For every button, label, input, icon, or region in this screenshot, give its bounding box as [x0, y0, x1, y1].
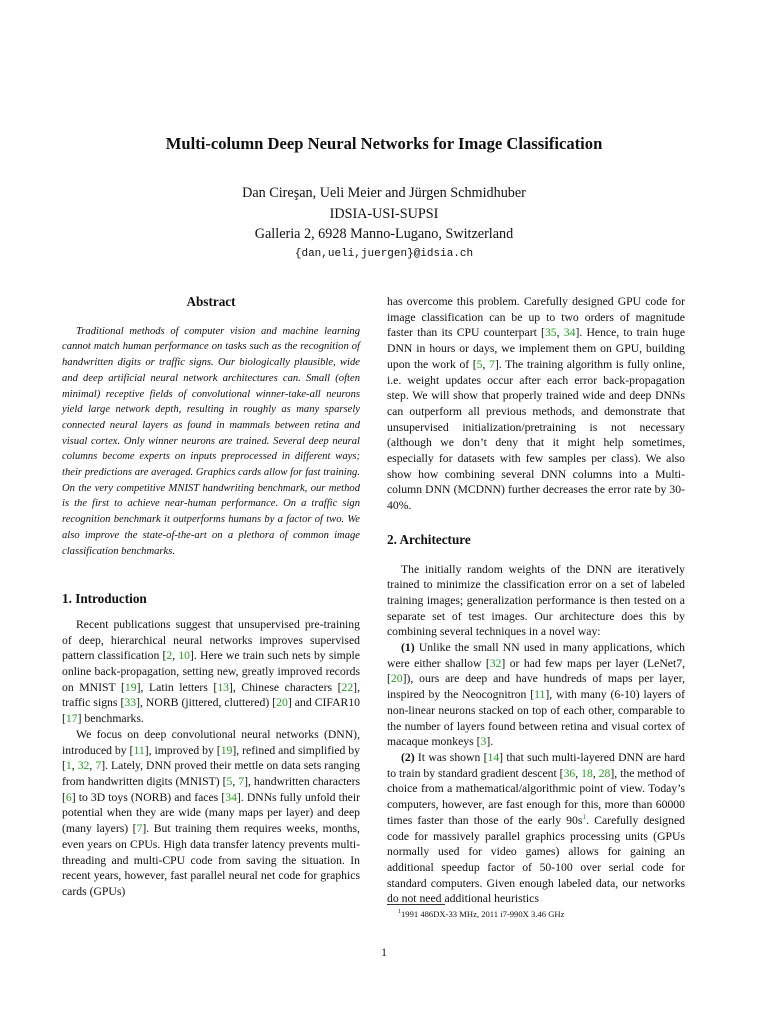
citation-link[interactable]: 36	[563, 766, 576, 780]
author-block	[0, 183, 768, 263]
citation-link[interactable]: 18	[581, 766, 593, 780]
introduction-heading: 1. Introduction	[62, 591, 147, 607]
author-email: {dan,ueli,juergen}@idsia.ch	[294, 247, 474, 260]
left-column	[62, 288, 360, 900]
right-column	[387, 294, 685, 907]
item-label: (1)	[401, 641, 415, 655]
citation-link[interactable]: 7	[95, 759, 102, 773]
citation-link[interactable]: 20	[276, 696, 288, 710]
author-address: Galleria 2, 6928 Manno-Lugano, Switzerland	[254, 226, 514, 242]
citation-link[interactable]: 1	[65, 759, 72, 773]
citation-link[interactable]: 3	[480, 735, 487, 749]
citation-link[interactable]: 32	[489, 656, 502, 670]
abstract-text: Traditional methods of computer vision and machine learning cannot match human performance on tasks such as the recognition of handwritten digits or traffic signs. Our biologically plausible, wide and deep artificial neural network architectures can. Small (often minimal) receptive fields of convolutional winner-take-all neurons yield large network depth, resulting in roughly as many sparsely connected neural layers as found in mammals between retina and visual cortex. Only winner neurons are trained. Several deep neural columns become experts on inputs preprocessed in different ways; their predictions are averaged. Graphics cards allow for fast training. On the very competitive MNIST handwriting benchmark, our method is the first to achieve near-human performance. On a traffic sign recognition benchmark it outperforms humans by a factor of two. We also improve the state-of-the-art on a plethora of common image classification benchmarks.	[62, 325, 360, 557]
citation-link[interactable]: 11	[133, 743, 145, 757]
architecture-paragraph-1: The initially random weights of the DNN are iteratively trained to minimize the classification error on a set of labeled training images; generalization performance is then tested on a separate set of test images. Our architecture does this by combining several techniques in a novel way:	[387, 562, 685, 639]
citation-link[interactable]: 10	[178, 649, 191, 663]
architecture-paragraph-3: (2) It was shown [14] that such multi-layered DNN are hard to train by standard gradient descent [36, 18, 28], the method of choice from a mathematical/algorithmic point of view. Today’s computers, however, are fast enough for this, more than 60000 times faster than those of the early 90s$^1$. Carefully designed code for massively parallel graphics processing units (GPUs normally used for video games) allows for gaining an additional speedup factor of 50-100 over serial code for standard computers. Given enough labeled data, our networks do not need additional heuristics	[387, 750, 686, 906]
citation-link[interactable]: 11	[534, 688, 546, 702]
citation-link[interactable]: 22	[341, 680, 354, 694]
citation-link[interactable]: 33	[124, 696, 137, 710]
author-names: Dan Cireşan, Ueli Meier and Jürgen Schmidhuber	[242, 185, 526, 201]
citation-link[interactable]: 5	[476, 357, 483, 371]
architecture-heading: 2. Architecture	[387, 531, 471, 547]
citation-link[interactable]: 20	[390, 672, 403, 686]
citation-link[interactable]: 6	[65, 790, 72, 804]
footnote-text: 1991 486DX-33 MHz, 2011 i7-990X 3.46 GHz	[401, 909, 565, 919]
page-number: 1	[381, 946, 387, 959]
citation-link[interactable]: 7	[136, 822, 143, 836]
citation-link[interactable]: 5	[226, 774, 233, 788]
intro-paragraph-3: has overcome this problem. Carefully designed GPU code for image classification can be up to two orders of magnitude faster than its CPU counterpart [35, 34]. Hence, to train huge DNN in hours or days, we implement them on GPU, building upon the work of [5, 7]. The training algorithm is fully online, i.e. weight updates occur after each error back-propagation step. We will show that properly trained wide and deep DNNs can outperform all previous methods, and demonstrate that unsupervised initialization/pretraining is not necessary (although we don’t deny that it might help sometimes, especially for datasets with few samples per class). We also show how combining several DNN columns into a Multi-column DNN (MCDNN) further decreases the error rate by 30-40%.	[387, 295, 686, 513]
intro-paragraph-2: We focus on deep convolutional neural networks (DNN), introduced by [11], improved by [19], refined and simplified by [1, 32, 7]. Lately, DNN proved their mettle on data sets ranging from handwritten digits (MNIST) [5, 7], handwritten characters [6] to 3D toys (NORB) and faces [34]. DNNs fully unfold their potential when they are wide (many maps per layer) and deep (many layers) [7]. But training them requires weeks, months, even years on CPUs. High data transfer latency prevents multi-threading and multi-CPU code from saving the situation. In recent years, however, fast parallel neural net code for graphics cards (GPUs)	[62, 727, 361, 898]
item-label: (2)	[401, 750, 415, 764]
footnote-number: 1	[398, 909, 401, 916]
citation-link[interactable]: 35	[544, 326, 557, 340]
citation-link[interactable]: 13	[217, 680, 229, 694]
paper-title: Multi-column Deep Neural Networks for Image Classification	[165, 134, 603, 153]
citation-link[interactable]: 14	[487, 750, 500, 764]
citation-link[interactable]: 19	[220, 743, 233, 757]
author-institution: IDSIA-USI-SUPSI	[329, 205, 439, 222]
citation-link[interactable]: 34	[225, 790, 237, 804]
architecture-paragraph-2: (1) Unlike the small NN used in many applications, which were either shallow [32] or had few maps per layer (LeNet7, [20]), ours are deep and have hundreds of maps per layer, inspired by the Neocognitron [11], with many (6-10) layers of non-linear neurons stacked on top of each other, comparable to the number of layers found between retina and visual cortex of macaque monkeys [3].	[387, 641, 685, 749]
citation-link[interactable]: 7	[238, 774, 245, 788]
citation-link[interactable]: 34	[563, 326, 576, 340]
citation-link[interactable]: 2	[166, 649, 173, 663]
intro-paragraph-1: Recent publications suggest that unsupervised pre-training of deep, hierarchical neural networks improves supervised pattern classification [2, 10]. Here we train such nets by simple online back-propagation, setting new, greatly improved records on MNIST [19], Latin letters [13], Chinese characters [22], traffic signs [33], NORB (jittered, cluttered) [20] and CIFAR10 [17] benchmarks.	[62, 617, 360, 726]
citation-link[interactable]: 7	[489, 357, 495, 371]
citation-link[interactable]: 19	[124, 680, 137, 694]
footnote	[398, 909, 564, 919]
footnote-divider	[387, 904, 445, 905]
abstract-heading: Abstract	[186, 294, 236, 309]
footnote-marker[interactable]: 1	[582, 811, 587, 821]
citation-link[interactable]: 17	[65, 712, 78, 726]
citation-link[interactable]: 28	[598, 766, 611, 780]
citation-link[interactable]: 32	[77, 759, 90, 773]
